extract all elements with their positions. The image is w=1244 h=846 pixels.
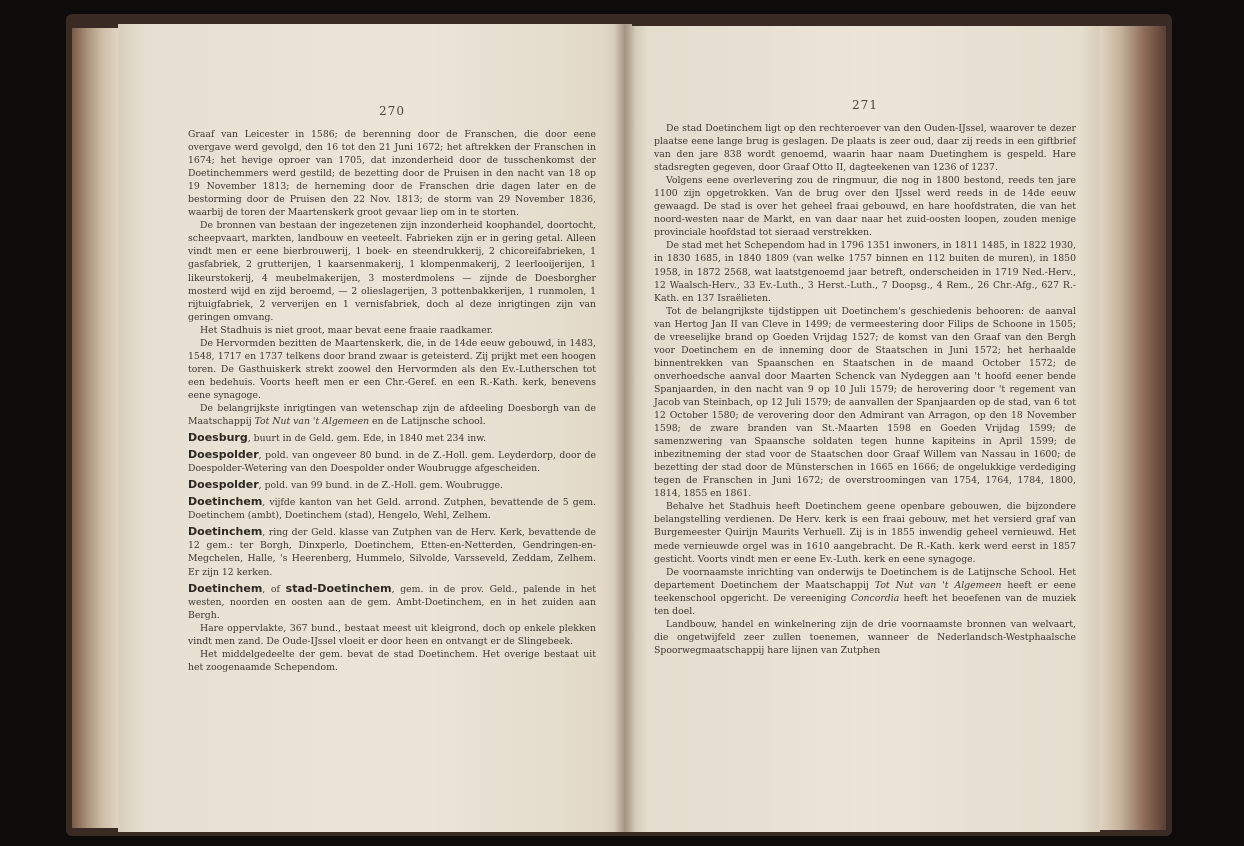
paragraph: Tot de belangrijkste tijdstippen uit Doetinchem's geschiedenis behooren: de aanval van Hertog Jan II van Cleve in 1499; de vermeestering door Filips de Schoone in 1505; de vreeselijke brand op Goeden Vrijdag 1527; de komst van den Graaf van den Bergh voor Doetinchem en de inneming door de Staatschen in Juni 1572; het herhaalde binnentrekken van Spaanschen en Staatschen in de maand October 1572; de onverhoedsche aanval door Maarten Schenck van Nydeggen aan 't hoofd eener bende Spanjaarden, in den nacht van 9 op 10 Juli 1579; de herovering door 't regement van Jacob van Steinbach, op 12 Juli 1579; de aanvallen der Spanjaarden op de stad, van 6 tot 12 October 1580; de verovering door den Admirant van Arragon, op den 18 November 1598; de zware branden van St.-Maarten 1598 en Goeden Vrijdag 1599; de samenzwering van Spaansche soldaten tegen hunne kapiteins in April 1599; de inbezitneming der stad voor de Staatschen door Graaf Willem van Nassau in 1600; de bezetting der stad door de Münsterschen in 1665 en 1666; de ongelukkige verdediging tegen de Franschen in Juni 1672; de overstroomingen van 1754, 1764, 1784, 1800, 1814, 1855 en 1861. — [654, 305, 1076, 500]
entry-headword-alt: stad-Doetinchem — [285, 581, 392, 595]
paragraph: Hare oppervlakte, 367 bund., bestaat meest uit kleigrond, doch op enkele plekken vindt men zand. De Oude-IJssel vloeit er door heen en ontvangt er de Slingebeek. — [188, 622, 596, 647]
left-page-text — [188, 128, 596, 674]
paragraph: Landbouw, handel en winkelnering zijn de drie voornaamste bronnen van welvaart, die ongetwijfeld zeer zullen toenemen, wanneer de Nederlandsch-Westphaalsche Spoorwegmaatschappij hare lijnen van Zutphen — [654, 618, 1076, 656]
entry-headword: Doesburg — [188, 431, 248, 445]
page-number-right: 271 — [852, 98, 878, 112]
book-gutter — [614, 24, 636, 832]
page-number-left: 270 — [379, 104, 405, 118]
right-page — [624, 26, 1100, 832]
entry: Doetinchem, of stad-Doetinchem, gem. in de prov. Geld., palende in het westen, noorden en oosten aan de gem. Ambt-Doetinchem, en in het zuiden aan Bergh. — [188, 581, 596, 621]
entry: Doespolder, pold. van ongeveer 80 bund. in de Z.-Holl. gem. Leyderdorp, door de Doespolder-Wetering van den Doespolder onder Woubrugge afgescheiden. — [188, 448, 596, 475]
entry-headword: Doetinchem — [188, 525, 263, 539]
entry: Doetinchem, vijfde kanton van het Geld. arrond. Zutphen, bevattende de 5 gem. Doetinchem (ambt), Doetinchem (stad), Hengelo, Wehl, Zelhem. — [188, 495, 596, 522]
paragraph: Behalve het Stadhuis heeft Doetinchem geene openbare gebouwen, die bijzondere belangstelling verdienen. De Herv. kerk is een fraai gebouw, met het versierd graf van Burgemeester Quirijn Maurits Verhuell. Zij is in 1855 inwendig geheel vernieuwd. Het mede vernieuwde orgel was in 1610 aangebracht. De R.-Kath. kerk werd eerst in 1857 gesticht. Voorts vindt men er eene Ev.-Luth. kerk en eene synagoge. — [654, 501, 1076, 565]
paragraph: De stad met het Schependom had in 1796 1351 inwoners, in 1811 1485, in 1822 1930, in 1830 1685, in 1840 1809 (van welke 1757 binnen en 112 buiten de muren), in 1850 1958, in 1872 2568, wat laatstgenoemd jaar betreft, onderscheiden in 1719 Ned.-Herv., 12 Waalsch-Herv., 33 Ev.-Luth., 3 Herst.-Luth., 7 Doopsg., 4 Rem., 26 Chr.-Afg., 627 R.-Kath. en 137 Israëlieten. — [654, 240, 1076, 304]
paragraph: De Hervormden bezitten de Maartenskerk, die, in de 14de eeuw gebouwd, in 1483, 1548, 1717 en 1737 telkens door brand zwaar is geteisterd. Zij prijkt met een hoogen toren. De Gasthuiskerk strekt zoowel den Hervormden als den Ev.-Lutherschen tot een bedehuis. Voorts heeft men er een Chr.-Geref. en een R.-Kath. kerk, benevens eene synagoge. — [188, 337, 596, 401]
entry-headword: Doespolder — [188, 478, 259, 492]
paragraph: De bronnen van bestaan der ingezetenen zijn inzonderheid koophandel, doortocht, scheepvaart, markten, landbouw en veeteelt. Fabrieken zijn er in gering getal. Alleen vindt men er eene bierbrouwerij, 1 boek- en steendrukkerij, 2 chicoreifabrieken, 1 gasfabriek, 2 grutterijen, 1 kaarsenmakerij, 1 klompenmakerij, 2 leerlooijerijen, 1 likeurstokerij, 4 meubelmakerijen, 3 mosterdmolens — zijnde de Doesborgher mosterd wijd en zijd beroemd, — 2 olieslagerijen, 3 pottenbakkerijen, 1 runmolen, 1 rijtuigfabriek, 2 ververijen en 1 vernisfabriek, doch al deze inrigtingen zijn van geringen omvang. — [188, 220, 596, 323]
association-name: Concordia — [850, 592, 900, 604]
entry-headword: Doespolder — [188, 448, 259, 462]
entry-headword: Doetinchem — [188, 581, 263, 595]
entry: Doespolder, pold. van 99 bund. in de Z.-Holl. gem. Woubrugge. — [188, 478, 503, 492]
paragraph: De stad Doetinchem ligt op den rechteroever van den Ouden-IJssel, waarover te dezer plaatse eene lange brug is geslagen. De plaats is zeer oud, daar zij reeds in een giftbrief van den jare 838 wordt genoemd, waarin haar naam Duetinghem is gespeld. Hare stadsregten gegeven, door Graaf Otto II, dagteekenen van 1236 of 1237. — [654, 123, 1076, 174]
paragraph: De belangrijkste inrigtingen van wetenschap zijn de afdeeling Doesborgh van de Maatschappij Tot Nut van 't Algemeen en de Latijnsche school. — [188, 402, 596, 428]
left-page — [118, 24, 632, 832]
paragraph: Volgens eene overlevering zou de ringmuur, die nog in 1800 bestond, reeds ten jare 1100 zijn opgetrokken. Van de brug over den IJssel werd reeds in de 14de eeuw gewaagd. De stad is over het geheel fraai gebouwd, en hare hoofdstraten, die van het noord-westen naar de Markt, en van daar naar het zuid-oosten loopen, zouden menige provinciale hoofdstad tot sieraad verstrekken. — [654, 175, 1076, 239]
society-name: Tot Nut van 't Algemeen — [874, 579, 1002, 591]
paragraph: De voornaamste inrichting van onderwijs te Doetinchem is de Latijnsche School. Het departement Doetinchem der Maatschappij Tot Nut van 't Algemeen heeft er eene teekenschool opgericht. De vereeniging Concordia heeft het beoefenen van de muziek ten doel. — [654, 566, 1076, 617]
right-page-text — [654, 122, 1076, 657]
page-edges-left — [72, 28, 122, 828]
entry: Doesburg, buurt in de Geld. gem. Ede, in 1840 met 234 inw. — [188, 431, 487, 445]
page-edges-right — [1096, 26, 1166, 830]
entry-headword: Doetinchem — [188, 495, 263, 509]
paragraph: Het middelgedeelte der gem. bevat de stad Doetinchem. Het overige bestaat uit het zoogenaamde Schependom. — [188, 648, 596, 673]
society-name: Tot Nut van 't Algemeen — [254, 416, 370, 428]
paragraph: Graaf van Leicester in 1586; de berenning door de Franschen, die door eene overgave werd gevolgd, den 16 tot den 21 Juni 1672; het aftrekken der Franschen in 1674; het hevige oproer van 1705, dat inzonderheid door de tusschenkomst der Doetinchemmers werd gestild; de bezetting door de Pruisen in den nacht van 18 op 19 November 1813; de herneming door de Franschen drie dagen later en de bestorming door de Pruisen den 22 Nov. 1813; de storm van 29 November 1836, waarbij de toren der Maartenskerk groot gevaar liep om in te storten. — [188, 129, 596, 219]
entry: Doetinchem, ring der Geld. klasse van Zutphen van de Herv. Kerk, bevattende de 12 gem.: ter Borgh, Dinxperlo, Doetinchem, Etten-en-Netterden, Gendringen-en-Megchelen, Halle, 's Heerenberg, Hummelo, Silvolde, Varsseveld, Zeddam, Zelhem. Er zijn 12 kerken. — [188, 525, 596, 578]
paragraph: Het Stadhuis is niet groot, maar bevat eene fraaie raadkamer. — [200, 324, 494, 336]
